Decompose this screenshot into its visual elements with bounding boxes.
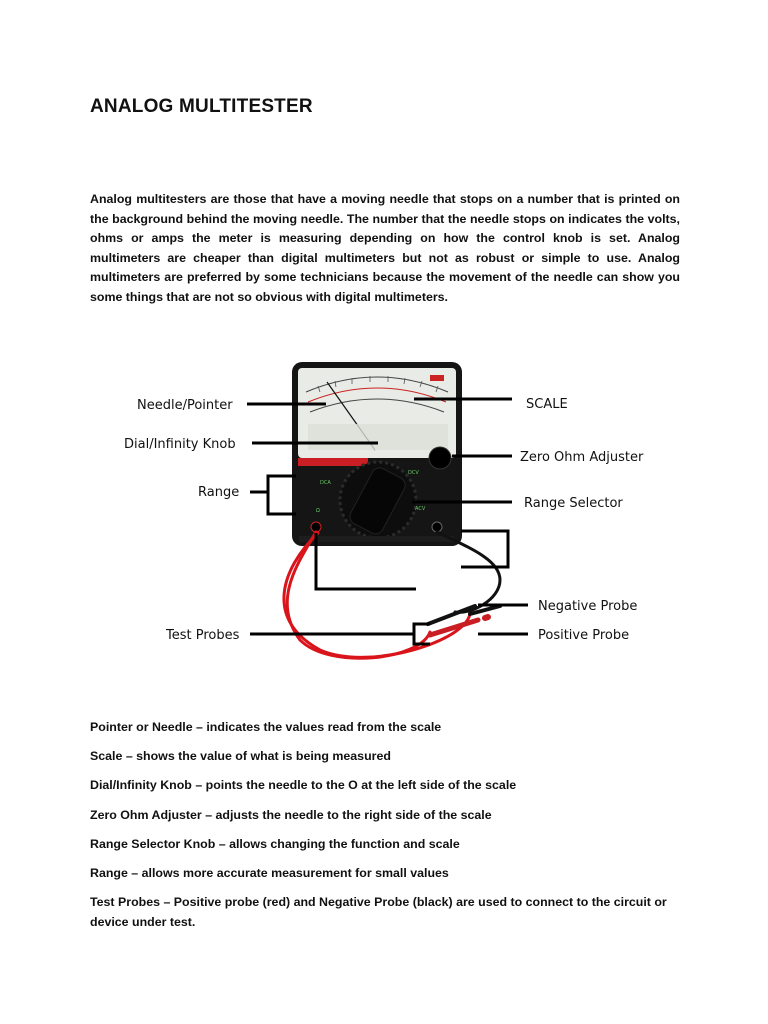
label-scale: SCALE bbox=[526, 397, 568, 412]
multimeter-body bbox=[292, 362, 462, 546]
definition-item: Scale – shows the value of what is being measured bbox=[90, 749, 391, 764]
label-negative-probe: Negative Probe bbox=[538, 599, 638, 614]
svg-text:DCA: DCA bbox=[320, 480, 331, 486]
definition-item: Range – allows more accurate measurement for small values bbox=[90, 865, 449, 880]
label-range-selector: Range Selector bbox=[524, 496, 623, 511]
label-range: Range bbox=[198, 485, 240, 500]
definition-item: Test Probes – Positive probe (red) and Negative Probe (black) are used to connect to the circuit or device under test. bbox=[90, 895, 667, 929]
label-positive-probe: Positive Probe bbox=[538, 628, 630, 643]
definitions-list bbox=[90, 718, 685, 942]
definition-item: Range Selector Knob – allows changing the function and scale bbox=[90, 836, 460, 851]
label-dial-infinity-knob: Dial/Infinity Knob bbox=[124, 437, 236, 452]
label-test-probes: Test Probes bbox=[166, 628, 240, 643]
definition-item: Dial/Infinity Knob – points the needle to the O at the left side of the scale bbox=[90, 778, 517, 793]
zero-ohm-knob bbox=[429, 447, 451, 469]
definition-item: Zero Ohm Adjuster – adjusts the needle to the right side of the scale bbox=[90, 807, 492, 822]
multitester-diagram bbox=[0, 340, 768, 680]
definition-item: Pointer or Needle – indicates the values read from the scale bbox=[90, 720, 442, 734]
svg-text:DCV: DCV bbox=[408, 470, 419, 476]
label-zero-ohm-adjuster: Zero Ohm Adjuster bbox=[520, 450, 644, 465]
label-needle-pointer: Needle/Pointer bbox=[137, 398, 233, 413]
svg-text:ACV: ACV bbox=[415, 506, 426, 512]
page-title: ANALOG MULTITESTER bbox=[90, 96, 313, 117]
intro-paragraph: Analog multitesters are those that have a moving needle that stops on a number that is printed on the background behind the moving needle. The number that the needle stops on indicates the volts, ohms or amps the meter is measuring depending on how the control knob is set. Analog multimeters are cheaper than digital multimeters but not as robust or simple to use. Analog multimeters are preferred by some technicians because the movement of the needle can show you some things that are not so obvious with digital multimeters. bbox=[90, 192, 680, 304]
svg-text:Ω: Ω bbox=[316, 508, 320, 514]
